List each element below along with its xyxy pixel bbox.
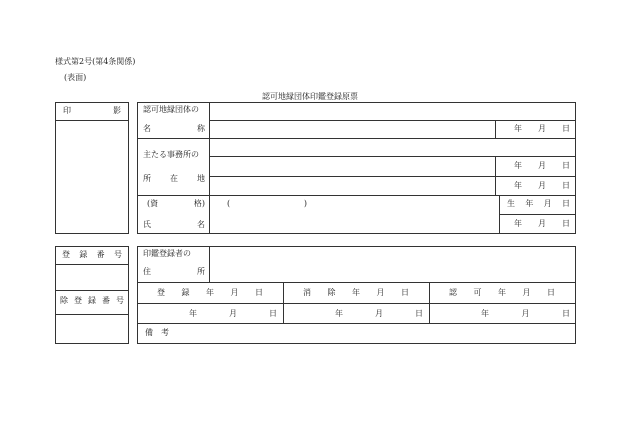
seal-box bbox=[55, 102, 129, 234]
office-date-1: 年 月 日 bbox=[514, 161, 570, 170]
org-name-label: 認可地縁団体の bbox=[143, 105, 199, 114]
qualification-label: (資 格) bbox=[147, 199, 205, 208]
qualification-parens: ( ) bbox=[227, 199, 307, 208]
form-title: 認可地縁団体印鑑登録原票 bbox=[262, 92, 358, 101]
reg-date-value: 年 月 日 bbox=[189, 309, 277, 318]
del-number-label: 除 登 録 番 号 bbox=[60, 296, 124, 305]
seal-label: 印 影 bbox=[63, 106, 121, 115]
form-number: 様式第2号(第4条関係) bbox=[55, 57, 136, 66]
reg-date-header: 登 録 年 月 日 bbox=[157, 288, 263, 297]
office-address-label: 所 在 地 bbox=[143, 174, 205, 183]
office-date-2: 年 月 日 bbox=[514, 181, 570, 190]
registrant-label: 印鑑登録者の bbox=[143, 249, 191, 258]
form-side-label: (表面) bbox=[64, 73, 87, 82]
person-date: 年 月 日 bbox=[514, 219, 570, 228]
person-name-label: 氏 名 bbox=[143, 220, 205, 229]
office-label: 主たる事務所の bbox=[143, 150, 199, 159]
org-name-label-2: 名 称 bbox=[143, 124, 205, 133]
reg-number-label: 登 録 番 号 bbox=[62, 250, 122, 259]
auth-date-value: 年 月 日 bbox=[481, 309, 570, 318]
registrant-address-label: 住 所 bbox=[143, 267, 205, 276]
auth-date-header: 認 可 年 月 日 bbox=[449, 288, 555, 297]
remarks-label: 備 考 bbox=[145, 328, 169, 337]
del-date-value: 年 月 日 bbox=[335, 309, 423, 318]
number-box bbox=[55, 246, 129, 344]
birth-date: 生 年 月 日 bbox=[507, 199, 570, 208]
del-date-header: 消 除 年 月 日 bbox=[303, 288, 409, 297]
org-date: 年 月 日 bbox=[514, 124, 570, 133]
